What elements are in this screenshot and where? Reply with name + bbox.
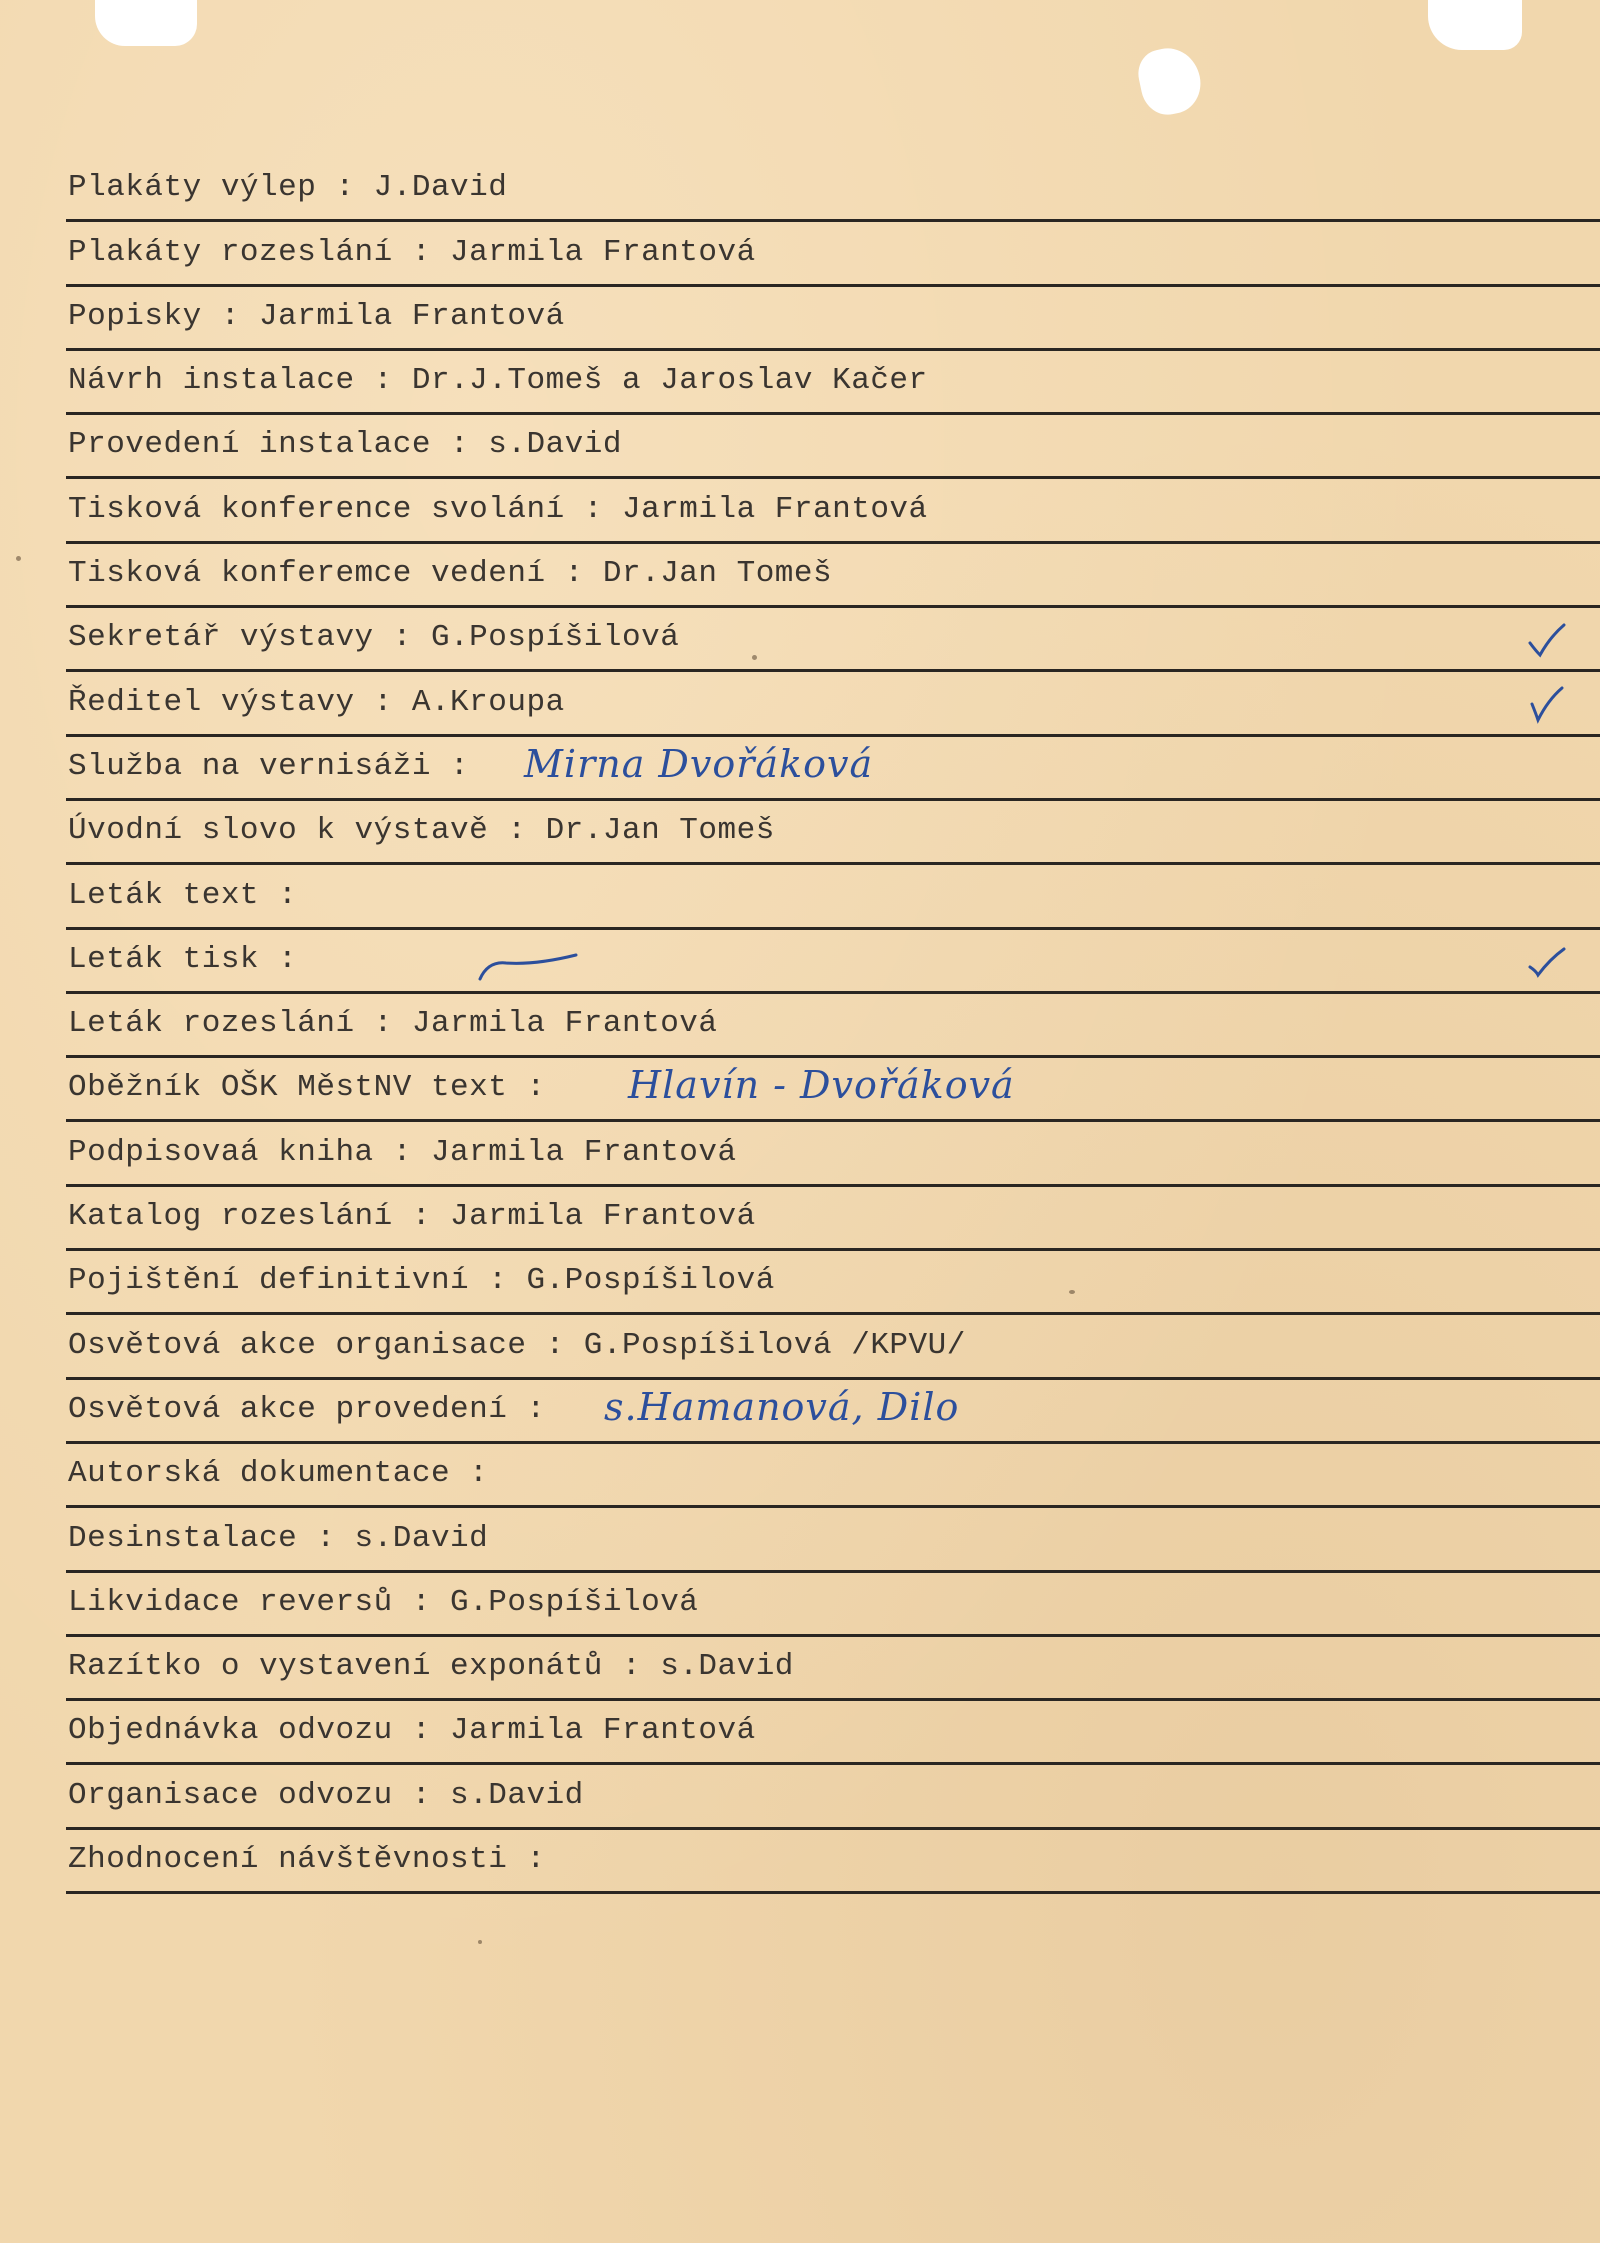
checklist-row xyxy=(66,1058,1600,1122)
row-text: Provedení instalace : s.David xyxy=(68,427,622,463)
checklist-row xyxy=(66,1444,1600,1508)
checklist-row xyxy=(66,158,1600,222)
handwritten-note: Hlavín - Dvořáková xyxy=(628,1063,1015,1108)
checklist-row xyxy=(66,930,1600,994)
row-text: Osvětová akce organisace : G.Pospíšilová /KPVU/ xyxy=(68,1327,966,1363)
checklist-row xyxy=(66,351,1600,415)
row-text: Návrh instalace : Dr.J.Tomeš a Jaroslav Kačer xyxy=(68,363,928,399)
row-text: Autorská dokumentace : xyxy=(68,1456,489,1492)
row-text: Sekretář výstavy : G.Pospíšilová xyxy=(68,620,680,656)
checklist-row xyxy=(66,1251,1600,1315)
checklist-row xyxy=(66,1380,1600,1444)
checklist-row xyxy=(66,865,1600,929)
row-text: Leták tisk : xyxy=(68,941,298,977)
pen-stroke-mark xyxy=(476,945,586,985)
row-text: Pojištění definitivní : G.Pospíšilová xyxy=(68,1263,775,1299)
paper-speck xyxy=(478,1940,482,1944)
paper-speck xyxy=(16,556,21,561)
handwritten-note: s.Hamanová, Dilo xyxy=(604,1384,960,1429)
row-text: Desinstalace : s.David xyxy=(68,1520,489,1556)
row-text: Popisky : Jarmila Frantová xyxy=(68,298,565,334)
checkmark-icon xyxy=(1526,686,1566,724)
checklist-row xyxy=(66,1765,1600,1829)
checkmark-icon xyxy=(1526,943,1566,981)
row-text: Zhodnocení návštěvnosti : xyxy=(68,1842,546,1878)
checkmark-icon xyxy=(1526,621,1566,659)
handwritten-note: Mirna Dvořáková xyxy=(524,741,874,786)
row-text: Oběžník OŠK MěstNV text : xyxy=(68,1070,546,1106)
row-text: Tisková konference svolání : Jarmila Frantová xyxy=(68,491,928,527)
checklist-row xyxy=(66,672,1600,736)
row-text: Organisace odvozu : s.David xyxy=(68,1777,584,1813)
checklist-row xyxy=(66,1315,1600,1379)
checklist-row xyxy=(66,287,1600,351)
row-text: Razítko o vystavení exponátů : s.David xyxy=(68,1649,794,1685)
row-text: Katalog rozeslání : Jarmila Frantová xyxy=(68,1199,756,1235)
checklist-row xyxy=(66,801,1600,865)
row-text: Leták rozeslání : Jarmila Frantová xyxy=(68,1006,718,1042)
checklist-row xyxy=(66,1830,1600,1894)
checklist-row xyxy=(66,1508,1600,1572)
checklist-row xyxy=(66,415,1600,479)
punch-hole-left xyxy=(95,0,197,46)
row-text: Ředitel výstavy : A.Kroupa xyxy=(68,684,565,720)
row-text: Osvětová akce provedení : xyxy=(68,1391,546,1427)
checklist xyxy=(66,158,1600,1894)
checklist-row xyxy=(66,1122,1600,1186)
checklist-row xyxy=(66,1701,1600,1765)
checklist-row xyxy=(66,608,1600,672)
checklist-row xyxy=(66,1187,1600,1251)
row-text: Podpisovaá kniha : Jarmila Frantová xyxy=(68,1134,737,1170)
row-text: Plakáty rozeslání : Jarmila Frantová xyxy=(68,234,756,270)
row-text: Leták text : xyxy=(68,877,298,913)
punch-hole-right xyxy=(1428,0,1522,50)
row-text: Plakáty výlep : J.David xyxy=(68,170,508,206)
checklist-row xyxy=(66,737,1600,801)
checklist-row xyxy=(66,1573,1600,1637)
row-text: Služba na vernisáži : xyxy=(68,748,470,784)
torn-hole xyxy=(1134,42,1206,119)
checklist-row xyxy=(66,222,1600,286)
row-text: Objednávka odvozu : Jarmila Frantová xyxy=(68,1713,756,1749)
checklist-row xyxy=(66,994,1600,1058)
row-text: Tisková konferemce vedení : Dr.Jan Tomeš xyxy=(68,556,833,592)
checklist-row xyxy=(66,479,1600,543)
row-text: Likvidace reversů : G.Pospíšilová xyxy=(68,1584,699,1620)
checklist-row xyxy=(66,544,1600,608)
row-text: Úvodní slovo k výstavě : Dr.Jan Tomeš xyxy=(68,813,775,849)
checklist-row xyxy=(66,1637,1600,1701)
